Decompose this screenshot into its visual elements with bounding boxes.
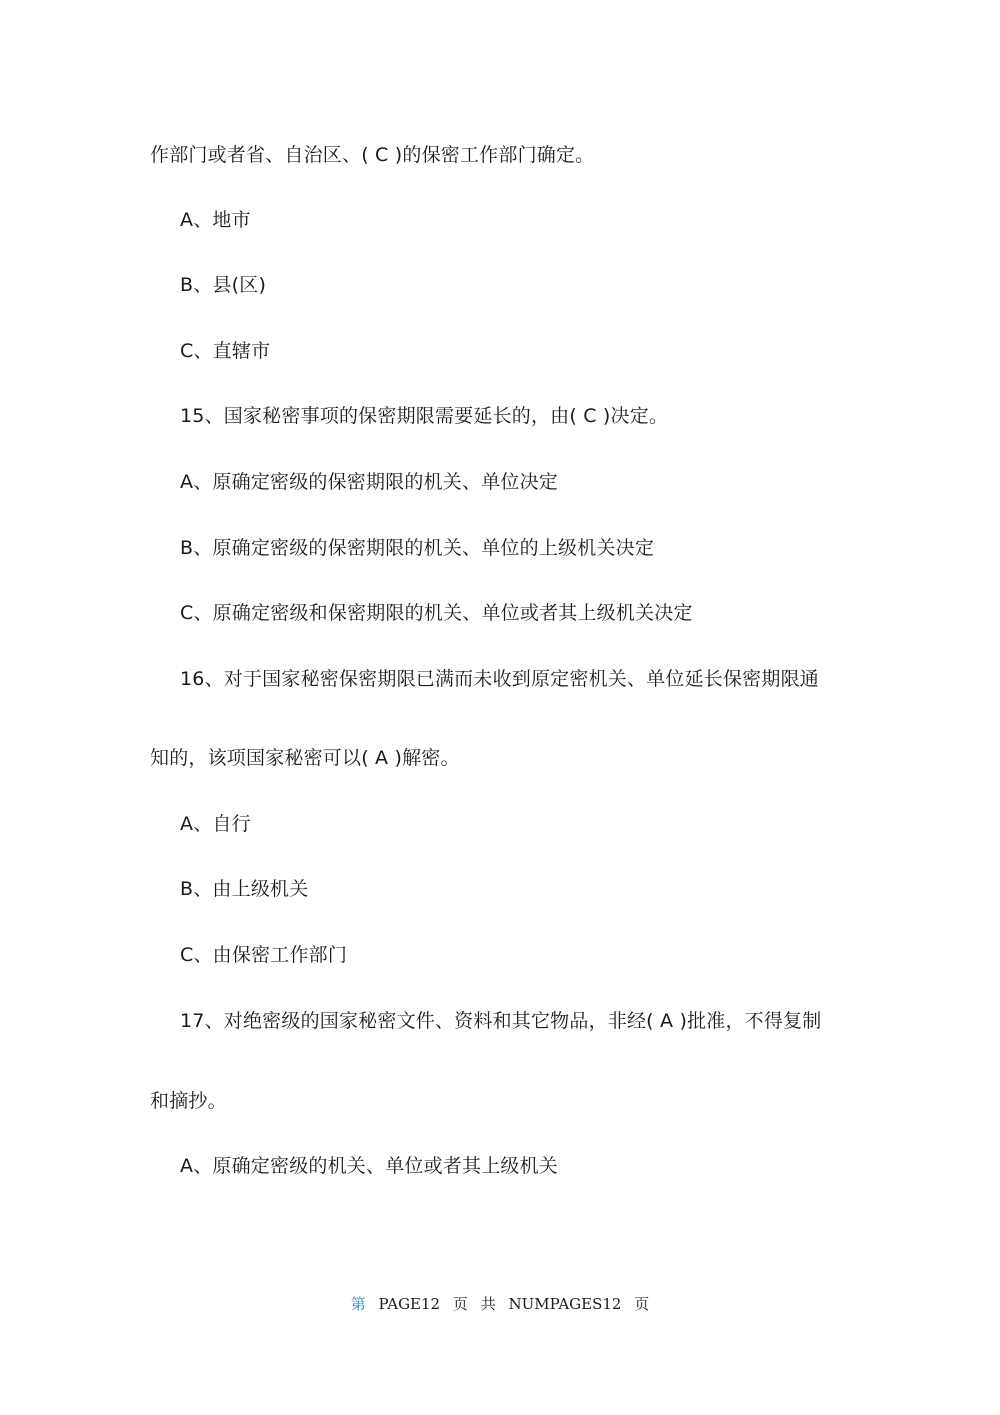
- option-line: B、由上级机关: [180, 878, 309, 900]
- text-line: 作部门或者省、自治区、( C )的保密工作部门确定。: [150, 144, 595, 166]
- option-line: A、自行: [180, 813, 251, 835]
- option-line: B、县(区): [180, 274, 267, 296]
- footer-page-field: PAGE12: [378, 1295, 441, 1313]
- question-line: 16、对于国家秘密保密期限已满而未收到原定密机关、单位延长保密期限通: [180, 668, 819, 690]
- option-line: A、地市: [180, 209, 251, 231]
- option-line: A、原确定密级的保密期限的机关、单位决定: [180, 471, 558, 493]
- page-footer: [0, 1294, 1000, 1314]
- question-line: 15、国家秘密事项的保密期限需要延长的，由( C )决定。: [180, 405, 669, 427]
- option-line: C、原确定密级和保密期限的机关、单位或者其上级机关决定: [180, 602, 693, 624]
- footer-suffix: 页: [634, 1295, 650, 1313]
- footer-total-field: NUMPAGES12: [508, 1295, 622, 1313]
- question-line-continued: 知的，该项国家秘密可以( A )解密。: [150, 747, 460, 769]
- option-line: A、原确定密级的机关、单位或者其上级机关: [180, 1155, 558, 1177]
- footer-total-word: 共: [480, 1295, 496, 1313]
- option-line: B、原确定密级的保密期限的机关、单位的上级机关决定: [180, 537, 655, 559]
- question-line: 17、对绝密级的国家秘密文件、资料和其它物品，非经( A )批准，不得复制: [180, 1010, 822, 1032]
- option-line: C、直辖市: [180, 340, 271, 362]
- footer-page-word: 页: [452, 1295, 468, 1313]
- question-line-continued: 和摘抄。: [150, 1090, 227, 1112]
- footer-prefix: 第: [350, 1295, 366, 1313]
- option-line: C、由保密工作部门: [180, 944, 348, 966]
